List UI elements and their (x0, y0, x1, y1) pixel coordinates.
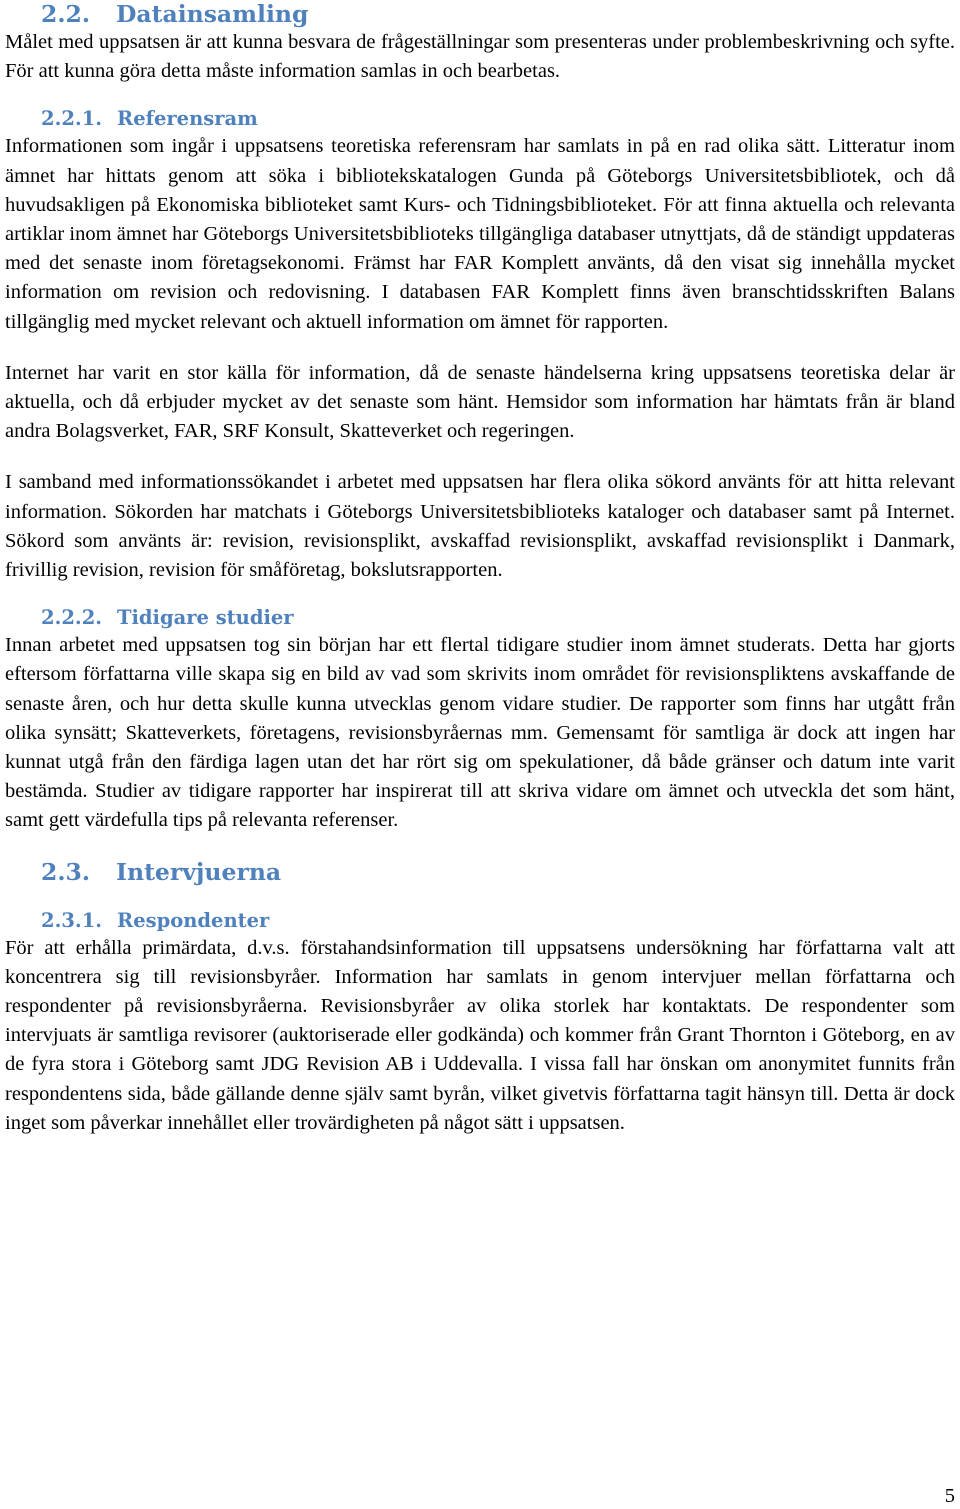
paragraph: Innan arbetet med uppsatsen tog sin början har ett flertal tidigare studier inom ämnet studerats. Detta har gjorts eftersom författarna ville skapa sig en bild av vad som skrivits inom området för revisionspliktens avskaffande de senaste åren, och hur detta skulle kunna utvecklas genom vidare studier. De rapporter som finns har utgått från olika synsätt; Skatteverkets, företagens, revisionsbyråernas mm. Gemensamt för samtliga är dock att ingen har kunnat utgå från den färdiga lagen utan det har rört sig om spekulationer, då både gränser och datum inte varit bestämda. Studier av tidigare rapporter har inspirerat till att skriva vidare om ämnet och utveckla det som hänt, samt gett värdefulla tips på relevanta referenser. (5, 634, 955, 832)
section-title: Tidigare studier (117, 606, 294, 630)
section-number: 2.3.1. (41, 908, 103, 932)
section-heading-2-3 (5, 858, 955, 886)
subsection-heading-2-2-2 (5, 605, 955, 631)
section-heading-2-2 (5, 0, 955, 28)
section-number: 2.2.2. (41, 606, 103, 630)
document-page (5, 0, 955, 1138)
section-title: Datainsamling (116, 0, 309, 28)
section-title: Intervjuerna (116, 857, 282, 886)
section-title: Referensram (117, 107, 258, 131)
subsection-heading-2-2-1 (5, 106, 955, 132)
paragraph: Informationen som ingår i uppsatsens teoretiska referensram har samlats in på en rad olika sätt. Litteratur inom ämnet har hittats genom att söka i bibliotekskatalogen Gunda på Göteborgs Universitetsbibliotek, och då huvudsakligen på Ekonomiska biblioteket samt Kurs- och Tidningsbiblioteket. För att finna aktuella och relevanta artiklar inom ämnet har Göteborgs Universitetsbiblioteks tillgängliga databaser utnyttjats, då de ständigt uppdateras med det senaste inom företagsekonomi. Främst har FAR Komplett använts, då den visat sig innehålla mycket information om revision och redovisning. I databasen FAR Komplett finns även branschtidsskriften Balans tillgänglig med mycket relevant och aktuell information om ämnet för rapporten. (5, 135, 955, 333)
paragraph: I samband med informationssökandet i arbetet med uppsatsen har flera olika sökord använts för att hitta relevant information. Sökorden har matchats i Göteborgs Universitetsbiblioteks kataloger och databaser samt på Internet. Sökord som använts är: revision, revisionsplikt, avskaffad revisionsplikt, avskaffad revisionsplikt i Danmark, frivillig revision, revision för småföretag, bokslutsrapporten. (5, 471, 955, 582)
page-number: 5 (944, 1485, 955, 1507)
section-number: 2.2.1. (41, 107, 103, 131)
paragraph: För att erhålla primärdata, d.v.s. förstahandsinformation till uppsatsens undersökning har författarna valt att koncentrera sig till revisionsbyråer. Information har samlats in genom intervjuer mellan författarna och respondenter på revisionsbyråerna. Revisionsbyråer av olika storlek har kontaktats. De respondenter som intervjuats är samtliga revisorer (auktoriserade eller godkända) och kommer från Grant Thornton i Göteborg, en av de fyra stora i Göteborg samt JDG Revision AB i Uddevalla. I vissa fall har önskan om anonymitet funnits från respondentens sida, både gällande denne själv samt byrån, vilket givetvis författarna tagit hänsyn till. Detta är dock inget som påverkar innehållet eller trovärdigheten på något sätt i uppsatsen. (5, 936, 955, 1134)
section-title: Respondenter (117, 908, 270, 932)
paragraph: Målet med uppsatsen är att kunna besvara de frågeställningar som presenteras under problembeskrivning och syfte. För att kunna göra detta måste information samlas in och bearbetas. (5, 31, 955, 83)
paragraph: Internet har varit en stor källa för information, då de senaste händelserna kring uppsatsens teoretiska delar är aktuella, och då erbjuder mycket av det senaste som hänt. Hemsidor som information har hämtats från är bland andra Bolagsverket, FAR, SRF Konsult, Skatteverket och regeringen. (5, 361, 955, 443)
section-number: 2.3. (41, 857, 91, 886)
subsection-heading-2-3-1 (5, 908, 955, 934)
section-number: 2.2. (41, 0, 91, 28)
